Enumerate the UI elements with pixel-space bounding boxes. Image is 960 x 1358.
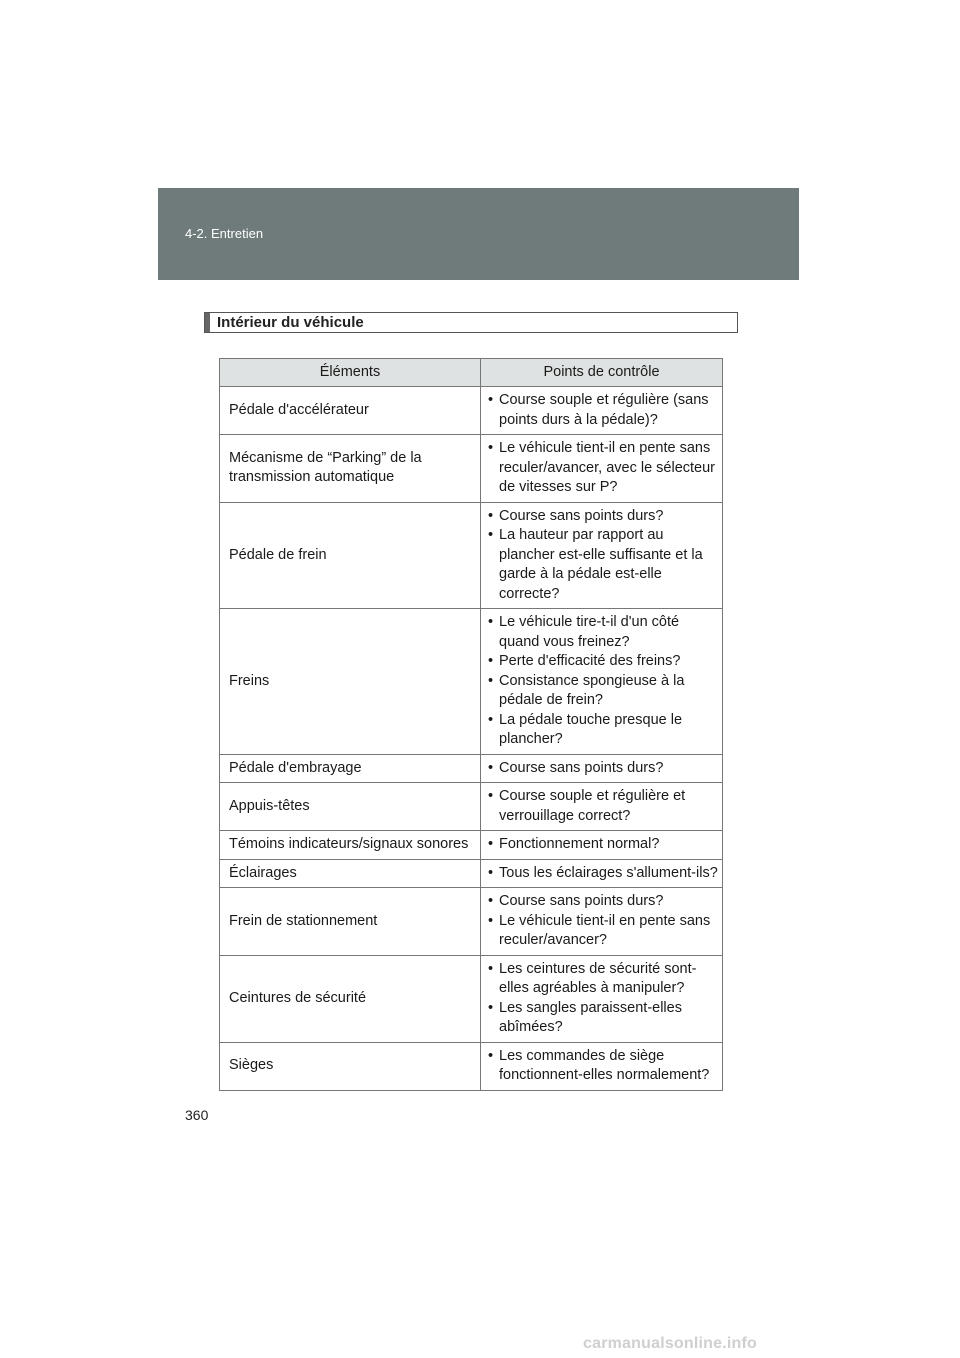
table-cell-item: Ceintures de sécurité: [220, 955, 481, 1042]
table-row: [220, 435, 723, 503]
table-row: [220, 502, 723, 609]
check-item: • La pédale touche presque le plancher?: [483, 711, 720, 750]
check-item: • Tous les éclairages s'allument-ils?: [483, 864, 720, 884]
table-cell-item: Freins: [220, 609, 481, 755]
table-row: [220, 609, 723, 755]
check-item: • Les ceintures de sécurité sont-elles agréables à manipuler?: [483, 960, 720, 999]
check-list: [483, 759, 720, 779]
check-list: [483, 439, 720, 498]
check-item: • Les commandes de siège fonctionnent-elles normalement?: [483, 1047, 720, 1086]
check-item: • Course sans points durs?: [483, 507, 720, 527]
table-cell-checks: [481, 609, 723, 755]
table-cell-item: Témoins indicateurs/signaux sonores: [220, 831, 481, 860]
table-cell-item: Pédale de frein: [220, 502, 481, 609]
watermark: carmanualsonline.info: [583, 1335, 758, 1352]
table-cell-checks: [481, 783, 723, 831]
section-title-box: [204, 312, 738, 333]
table-cell-checks: [481, 502, 723, 609]
check-item: • Course souple et régulière et verrouillage correct?: [483, 787, 720, 826]
table-cell-item: Appuis-têtes: [220, 783, 481, 831]
check-item: • Consistance spongieuse à la pédale de frein?: [483, 672, 720, 711]
table-cell-checks: [481, 754, 723, 783]
table-cell-item: Frein de stationnement: [220, 888, 481, 956]
column-header-items: Éléments: [220, 359, 481, 387]
column-header-checks: Points de contrôle: [481, 359, 723, 387]
page-number: 360: [185, 1107, 209, 1123]
table-row: [220, 831, 723, 860]
chapter-section-label: 4-2. Entretien: [185, 226, 264, 241]
table-cell-item: Sièges: [220, 1042, 481, 1090]
check-item: • Course sans points durs?: [483, 892, 720, 912]
table-row: [220, 859, 723, 888]
table-row: [220, 888, 723, 956]
table-cell-checks: [481, 955, 723, 1042]
table-body: [220, 387, 723, 1091]
table-cell-checks: [481, 831, 723, 860]
check-item: • Le véhicule tient-il en pente sans reculer/avancer?: [483, 912, 720, 951]
table-row: [220, 783, 723, 831]
check-list: [483, 960, 720, 1038]
check-item: • Perte d'efficacité des freins?: [483, 652, 720, 672]
section-title: Intérieur du véhicule: [217, 314, 364, 331]
check-item: • Le véhicule tient-il en pente sans reculer/avancer, avec le sélecteur de vitesses sur P?: [483, 439, 720, 498]
table-cell-item: Mécanisme de “Parking” de la transmission automatique: [220, 435, 481, 503]
check-item: • Fonctionnement normal?: [483, 835, 720, 855]
check-item: • La hauteur par rapport au plancher est-elle suffisante et la garde à la pédale est-elle correcte?: [483, 526, 720, 604]
check-list: [483, 613, 720, 750]
table-header-row: [220, 359, 723, 387]
inspection-table: [219, 358, 723, 1091]
check-list: [483, 1047, 720, 1086]
table-cell-item: Pédale d'embrayage: [220, 754, 481, 783]
check-list: [483, 507, 720, 605]
check-item: • Le véhicule tire-t-il d'un côté quand vous freinez?: [483, 613, 720, 652]
table-cell-item: Pédale d'accélérateur: [220, 387, 481, 435]
table-cell-checks: [481, 435, 723, 503]
table-row: [220, 1042, 723, 1090]
check-list: [483, 864, 720, 884]
table-cell-checks: [481, 1042, 723, 1090]
check-item: • Les sangles paraissent-elles abîmées?: [483, 999, 720, 1038]
table-row: [220, 387, 723, 435]
section-title-bar: [205, 313, 210, 332]
table-row: [220, 754, 723, 783]
table-cell-checks: [481, 888, 723, 956]
check-list: [483, 835, 720, 855]
check-list: [483, 787, 720, 826]
table-row: [220, 955, 723, 1042]
check-list: [483, 892, 720, 951]
check-item: • Course sans points durs?: [483, 759, 720, 779]
table-cell-checks: [481, 859, 723, 888]
check-item: • Course souple et régulière (sans points durs à la pédale)?: [483, 391, 720, 430]
check-list: [483, 391, 720, 430]
table-cell-item: Éclairages: [220, 859, 481, 888]
table-cell-checks: [481, 387, 723, 435]
